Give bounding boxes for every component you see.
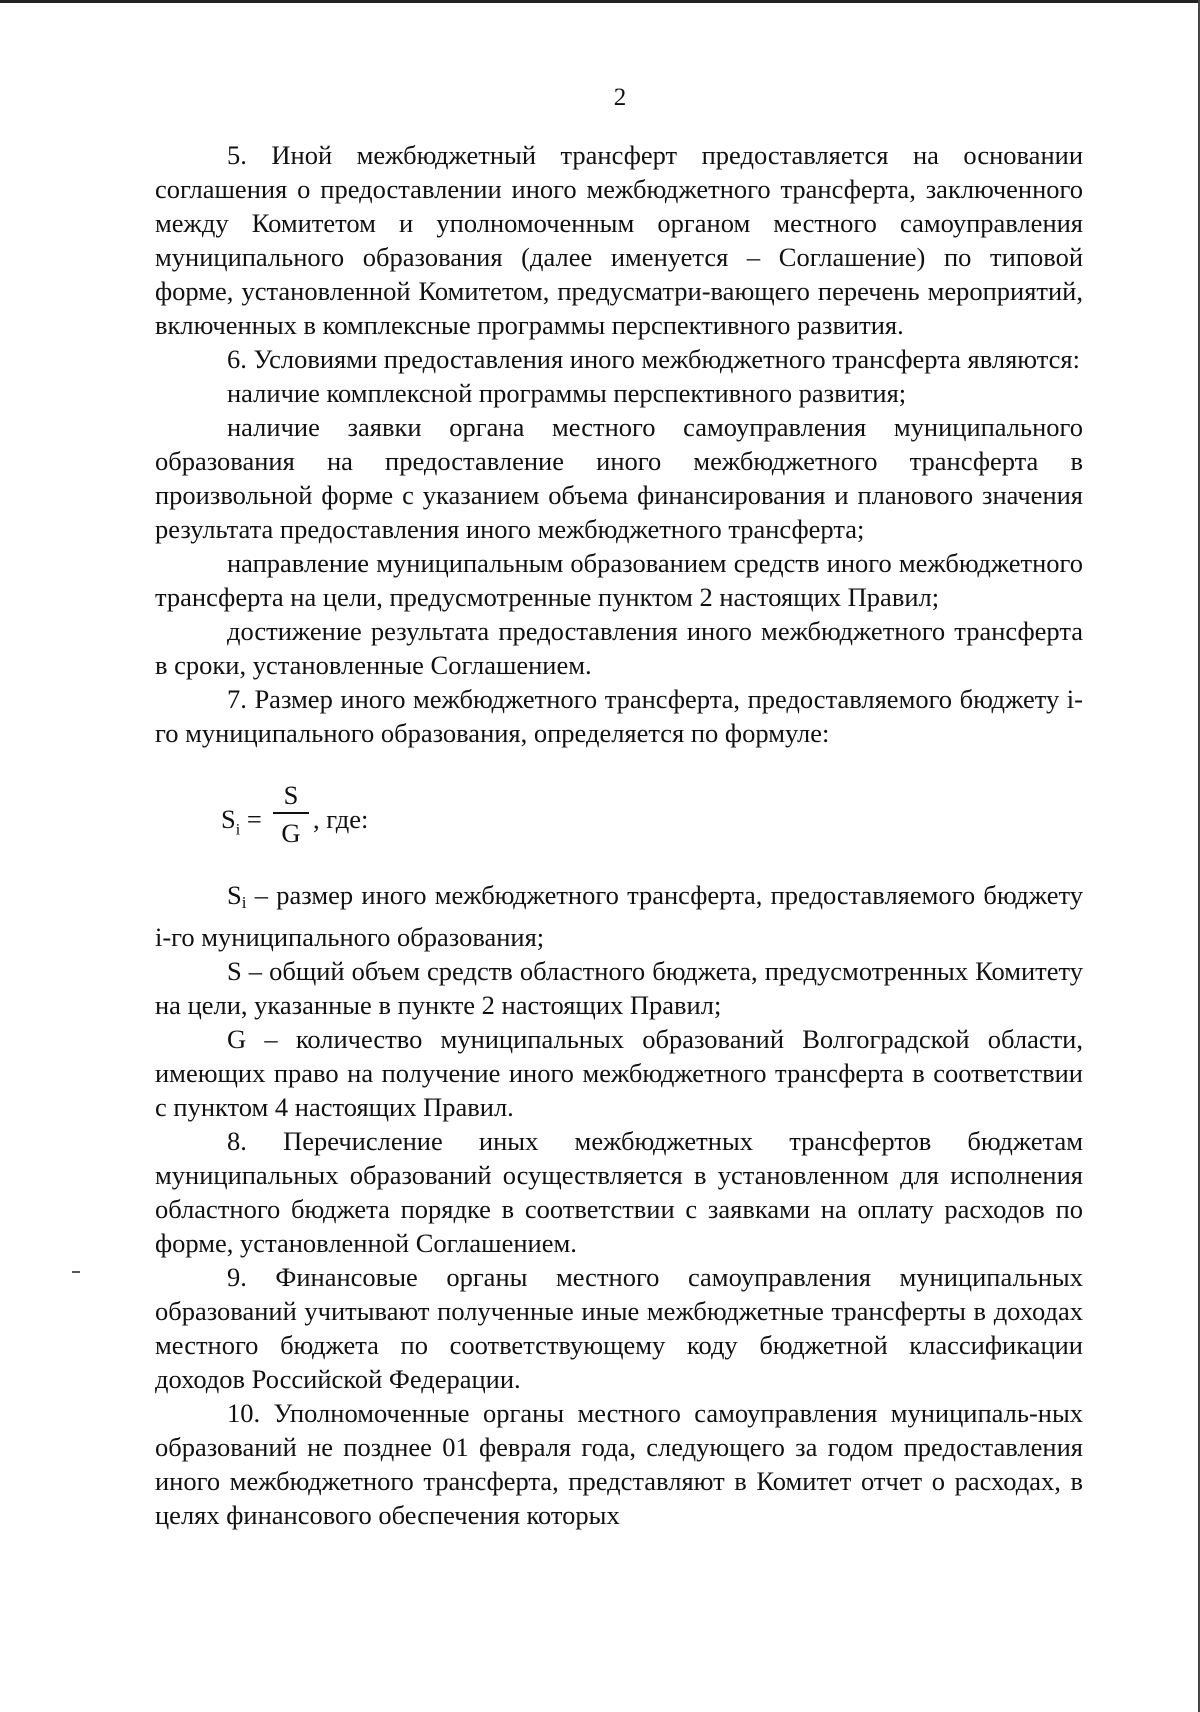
definition-si-symbol: S (227, 880, 242, 910)
formula-equals: = (246, 804, 262, 834)
formula-suffix: , где: (313, 804, 369, 834)
condition-result: достижение результата предоставления иного межбюджетного трансферта в сроки, установленные Соглашением. (155, 616, 1083, 680)
definition-si-text: – размер иного межбюджетного трансферта, предоставляемого бюджету i-го муниципального образования; (155, 880, 1083, 952)
definition-si (155, 878, 1083, 954)
paragraph-7: 7. Размер иного межбюджетного трансферта, предоставляемого бюджету i-го муниципального образования, определяется по формуле: (155, 684, 1083, 748)
document-body (155, 138, 1083, 1532)
definition-g: G – количество муниципальных образований Волгоградской области, имеющих право на получение иного межбюджетного трансферта в соответствии с пунктом 4 настоящих Правил. (155, 1024, 1083, 1122)
scan-edge-top (0, 0, 1200, 3)
condition-application: наличие заявки органа местного самоуправления муниципального образования на предоставление иного межбюджетного трансферта в произвольной форме с указанием объема финансирования и планового значения результата предоставления иного межбюджетного трансферта; (155, 412, 1083, 544)
condition-program: наличие комплексной программы перспективного развития; (227, 378, 907, 408)
condition-direction: направление муниципальным образованием средств иного межбюджетного трансферта на цели, предусмотренные пунктом 2 настоящих Правил; (155, 548, 1083, 612)
page-number: 2 (613, 84, 627, 111)
formula-lhs (221, 802, 262, 847)
paragraph-6: 6. Условиями предоставления иного межбюджетного трансферта являются: (227, 344, 1080, 374)
paragraph-5: 5. Иной межбюджетный трансферт предоставляется на основании соглашения о предоставлении иного межбюджетного трансферта, заключенного между Комитетом и уполномоченным органом местного самоуправления муниципального образования (далее именуется – Соглашение) по типовой форме, установленной Комитетом, предусматри-вающего перечень мероприятий, включенных в комплексные программы перспективного развития. (155, 140, 1083, 340)
formula-denominator: G (281, 817, 301, 848)
paragraph-9: 9. Финансовые органы местного самоуправления муниципальных образований учитывают полученные иные межбюджетные трансферты в доходах местного бюджета по соответствующему коду бюджетной классификации доходов Российской Федерации. (155, 1262, 1083, 1394)
fraction-bar (273, 812, 309, 814)
formula-lhs-symbol: S (221, 804, 236, 834)
definition-si-index: i (241, 893, 247, 912)
formula-fraction (273, 780, 309, 848)
transfer-formula (221, 780, 1083, 856)
paragraph-10: 10. Уполномоченные органы местного самоуправления муниципаль-ных образований не позднее 01 февраля года, следующего за годом предоставления иного межбюджетного трансферта, представляют в Комитет отчет о расходах, в целях финансового обеспечения которых (155, 1398, 1083, 1530)
paragraph-8: 8. Перечисление иных межбюджетных трансфертов бюджетам муниципальных образований осуществляется в установленном для исполнения областного бюджета порядке в соответствии с заявками на оплату расходов по форме, установленной Соглашением. (155, 1126, 1083, 1258)
formula-numerator: S (283, 780, 299, 810)
scan-speck (72, 1271, 80, 1273)
definition-s: S – общий объем средств областного бюджета, предусмотренных Комитету на цели, указанные в пункте 2 настоящих Правил; (155, 956, 1083, 1020)
formula-lhs-index: i (235, 821, 241, 839)
